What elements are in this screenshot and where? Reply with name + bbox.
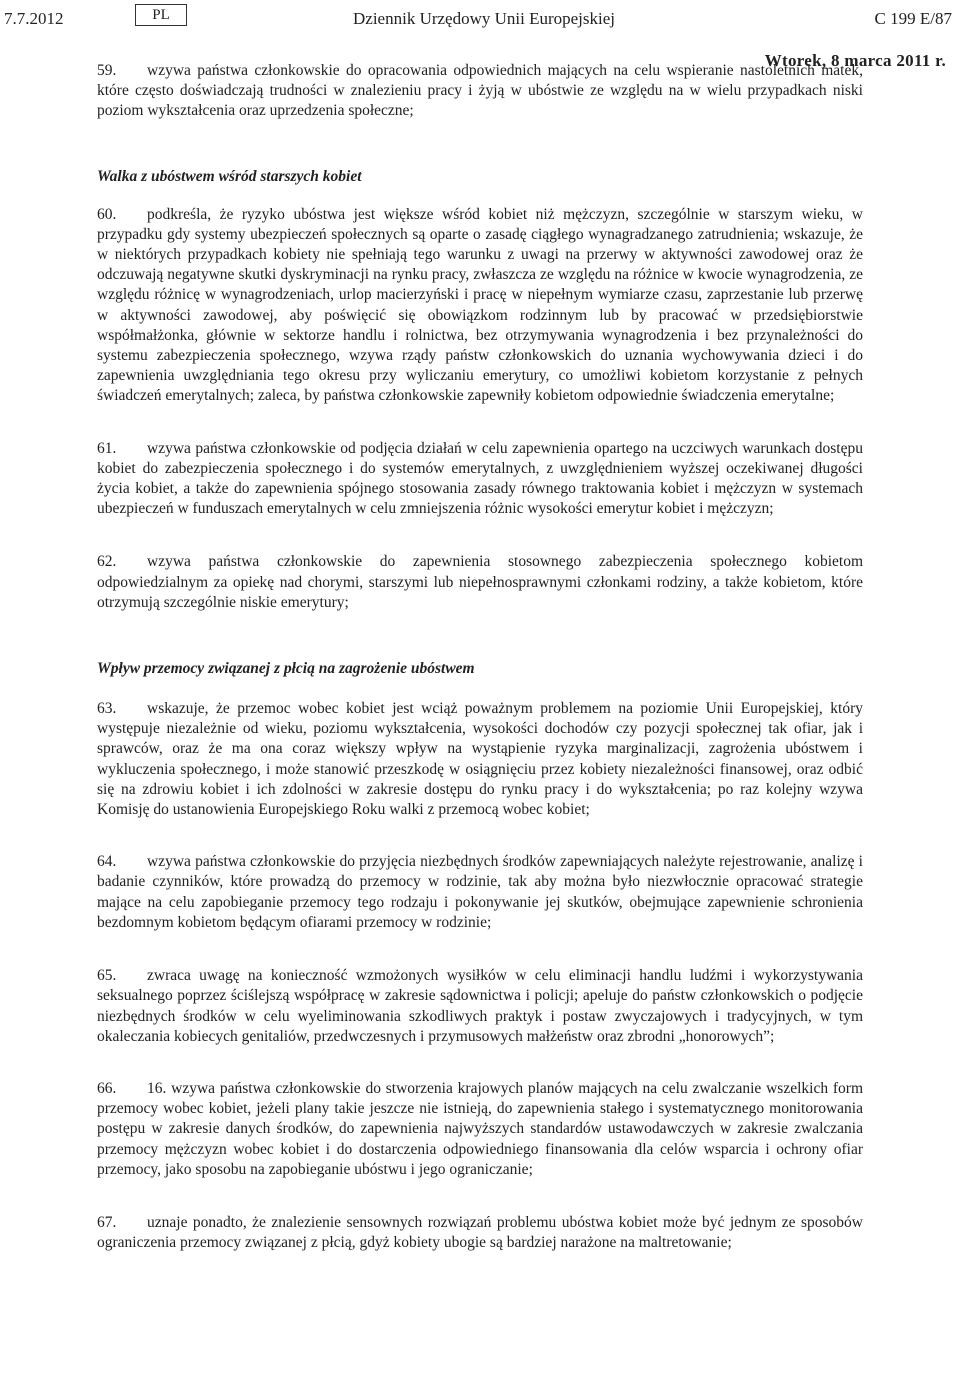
paragraph-text: 16. wzywa państwa członkowskie do stworzenia krajowych planów mających na celu zwalczanie wszelkich form przemocy wobec kobiet, jeżeli plany takie jeszcze nie istnieją, do zapewnienia stałego i systematycznego monitorowania postępu w zakresie danych środków, do zapewnienia najwyższych standardów ustawodawczych w zakresie zwalczania przemocy mężczyzn wobec kobiet i do dostarczenia odpowiedniego finansowania dla celów wsparcia i ochrony ofiar przemocy, jako sposobu na zapobieganie ubóstwu i jego ograniczanie; — [97, 1079, 863, 1178]
paragraph-number: 62. — [97, 553, 117, 571]
paragraph-number: 64. — [97, 853, 117, 871]
paragraph-number: 65. — [97, 967, 117, 985]
paragraph-text: wzywa państwa członkowskie od podjęcia działań w celu zapewnienia opartego na uczciwych warunkach dostępu kobiet do zabezpieczenia społecznego i do systemów emerytalnych, z uwzględnieniem wyższej oczekiwanej długości życia kobiet, a także do zapewnienia spójnego stosowania zasady równego traktowania kobiet i mężczyzn w systemach ubezpieczeń w funduszach emerytalnych w celu zmniejszenia różnic wysokości emerytur kobiet i mężczyzn; — [97, 439, 863, 518]
paragraph-text: wzywa państwa członkowskie do przyjęcia niezbędnych środków zapewniających należyte rejestrowanie, analizę i badanie czynników, które prowadzą do przemocy w rodzinie, tak aby można było niezwłocznie opracować strategie mające na celu zapobieganie przemocy tego rodzaju i pokonywanie jej skutków, obejmujące zapewnienie schronienia bezdomnym kobietom będącym ofiarami przemocy w rodzinie; — [97, 853, 863, 931]
paragraph-text: uznaje ponadto, że znalezienie sensownych rozwiązań problemu ubóstwa kobiet może być jednym ze sposobów ograniczenia przemocy związanej z płcią, gdyż kobiety ubogie są bardziej narażone na maltretowanie; — [97, 1213, 863, 1252]
paragraph-number: 60. — [97, 205, 117, 223]
paragraph-number: 63. — [97, 700, 117, 718]
journal-title: Dziennik Urzędowy Unii Europejskiej — [353, 9, 616, 28]
journal-reference: C 199 E/87 — [874, 9, 952, 28]
paragraph-59 — [97, 61, 863, 122]
sitting-date: Wtorek, 8 marca 2011 r. — [764, 51, 946, 70]
paragraph-67 — [97, 1213, 863, 1253]
paragraph-text: wzywa państwa członkowskie do opracowania odpowiednich mających na celu wspieranie nastoletnich matek, które często doświadczają trudności w znalezieniu pracy i żyją w ubóstwie ze względu na w wielu przypadkach niski poziom wykształcenia oraz uprzedzenia społeczne; — [97, 62, 863, 120]
paragraph-64 — [97, 852, 863, 933]
document-body — [97, 61, 863, 1253]
journal-header — [0, 4, 960, 32]
section-heading-gender-violence: Wpływ przemocy związanej z płcią na zagrożenie ubóstwem — [97, 660, 475, 678]
language-badge: PL — [135, 4, 187, 26]
paragraph-number: 67. — [97, 1213, 117, 1231]
paragraph-60 — [97, 205, 863, 407]
paragraph-63 — [97, 699, 863, 820]
publication-date: 7.7.2012 — [4, 9, 64, 28]
paragraph-text: zwraca uwagę na konieczność wzmożonych wysiłków w celu eliminacji handlu ludźmi i wykorzystywania seksualnego poprzez ściślejszą współpracę w zakresie sądownictwa i policji; apeluje do państw członkowskich o podjęcie niezbędnych środków w celu wyeliminowania szkodliwych praktyk i postaw zwyczajowych i tradycyjnych, w tym okaleczania kobiecych genitaliów, przedwczesnych i przymusowych małżeństw oraz zbrodni „honorowych”; — [97, 967, 863, 1045]
paragraph-number: 66. — [97, 1079, 117, 1097]
paragraph-62 — [97, 552, 863, 613]
paragraph-text: wzywa państwa członkowskie do zapewnienia stosownego zabezpieczenia społecznego kobietom odpowiedzialnym za opiekę nad chorymi, starszymi lub niepełnosprawnymi członkami rodziny, a także kobietom, które otrzymują szczególnie niskie emerytury; — [97, 553, 863, 611]
paragraph-text: podkreśla, że ryzyko ubóstwa jest większe wśród kobiet niż mężczyzn, szczególnie w starszym wieku, w przypadku gdy systemy ubezpieczeń społecznych są oparte o zasadę ciągłego wynagradzanego zatrudnienia; wskazuje, że w niektórych przypadkach kobiety nie spełniają tego warunku z uwagi na przerwy w aktywności zawodowej oraz że odczuwają negatywne skutki dyskryminacji na rynku pracy, zwłaszcza ze względu na różnice w kwocie wynagrodzenia, ze względu różnicę w wynagrodzeniach, urlop macierzyński i pracę w niepełnym wymiarze czasu, zaprzestanie lub przerwę w aktywności zawodowej, aby poświęcić się obowiązkom rodzinnym lub by pracować w przedsiębiorstwie współmałżonka, głównie w sektorze handlu i rolnictwa, bez otrzymywania wynagrodzenia i bez przynależności do systemu zabezpieczenia społecznego, wzywa rządy państw członkowskich do uznania wychowywania dzieci i do zapewnienia uwzględniania tego okresu przy wyliczaniu emerytury, co umożliwi kobietom korzystanie z pełnych świadczeń emerytalnych; zaleca, by państwa członkowskie zapewniły kobietom odpowiednie świadczenia emerytalne; — [97, 205, 863, 405]
paragraph-61 — [97, 439, 863, 520]
paragraph-66 — [97, 1079, 863, 1180]
paragraph-65 — [97, 966, 863, 1047]
paragraph-text: wskazuje, że przemoc wobec kobiet jest wciąż poważnym problemem na poziomie Unii Europejskiej, który występuje niezależnie od wieku, poziomu wykształcenia, wysokości dochodów czy pozycji społecznej tak ofiar, jak i sprawców, oraz że ma ona coraz większy wpływ na wystąpienie ryzyka marginalizacji, zagrożenia ubóstwem i wykluczenia społecznego, i może stanowić przeszkodę w osiągnięciu przez kobiety niezależności finansowej, oraz odbić się na zdrowiu kobiet i ich zdolności w zakresie dostępu do rynku pracy i do wykształcenia; po raz kolejny wzywa Komisję do ustanowienia Europejskiego Roku walki z przemocą wobec kobiet; — [97, 700, 863, 819]
paragraph-number: 59. — [97, 62, 117, 79]
section-heading-elderly-poverty: Walka z ubóstwem wśród starszych kobiet — [97, 167, 362, 185]
paragraph-number: 61. — [97, 439, 117, 457]
